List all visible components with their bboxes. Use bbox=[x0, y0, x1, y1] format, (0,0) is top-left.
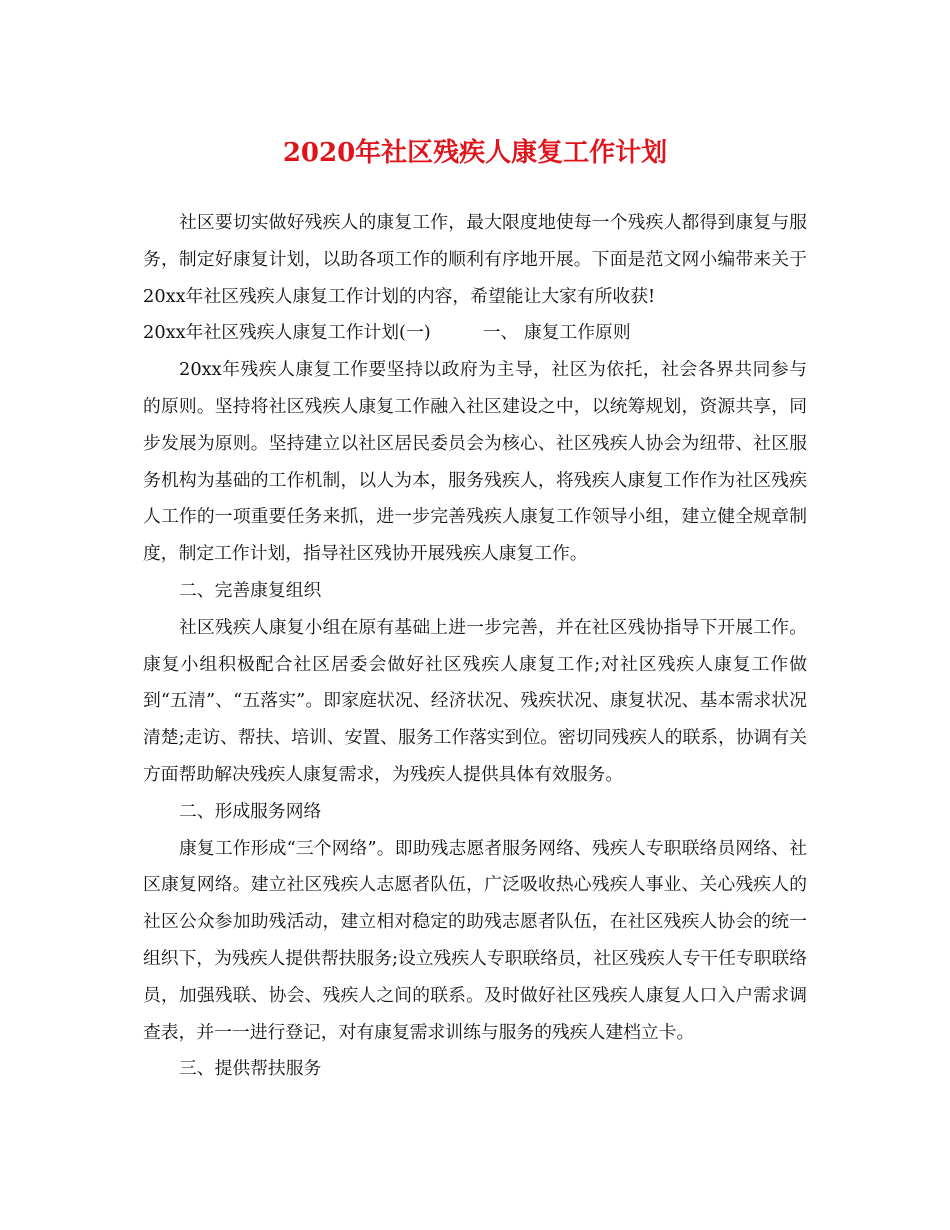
section3-body: 康复工作形成“三个网络”。即助残志愿者服务网络、残疾人专职联络员网络、社区康复网络。建立社区残疾人志愿者队伍，广泛吸收热心残疾人事业、关心残疾人的社区公众参加助残活动，建立相对稳定的助残志愿者队伍，在社区残疾人协会的统一组织下，为残疾人提供帮扶服务;设立残疾人专职联络员，社区残疾人专干任专职联络员，加强残联、协会、残疾人之间的联系。及时做好社区残疾人康复人口入户需求调查表，并一一进行登记，对有康复需求训练与服务的残疾人建档立卡。 bbox=[143, 837, 807, 1043]
section2-body: 社区残疾人康复小组在原有基础上进一步完善，并在社区残协指导下开展工作。康复小组积极配合社区居委会做好社区残疾人康复工作;对社区残疾人康复工作做到“五清”、“五落实”。即家庭状况、经济状况、残疾状况、康复状况、基本需求状况清楚;走访、帮扶、培训、安置、服务工作落实到位。密切同残疾人的联系，协调有关方面帮助解决残疾人康复需求，为残疾人提供具体有效服务。 bbox=[143, 616, 807, 785]
section1-body: 20xx年残疾人康复工作要坚持以政府为主导，社区为依托，社会各界共同参与的原则。坚持将社区残疾人康复工作融入社区建设之中，以统筹规划，资源共享，同步发展为原则。坚持建立以社区居民委员会为核心、社区残疾人协会为纽带、社区服务机构为基础的工作机制，以人为本，服务残疾人，将残疾人康复工作作为社区残疾人工作的一项重要任务来抓，进一步完善残疾人康复工作领导小组，建立健全规章制度，制定工作计划，指导社区残协开展残疾人康复工作。 bbox=[143, 359, 807, 565]
section1-heading: 一、 康复工作原则 bbox=[482, 322, 631, 344]
section4-heading: 三、提供帮扶服务 bbox=[179, 1058, 322, 1080]
intro-paragraph: 社区要切实做好残疾人的康复工作，最大限度地使每一个残疾人都得到康复与服务，制定好康复计划，以助各项工作的顺利有序地开展。下面是范文网小编带来关于20xx年社区残疾人康复工作计划的内容，希望能让大家有所收获! bbox=[143, 212, 807, 307]
plan-title-line bbox=[143, 315, 807, 352]
section3-heading: 二、形成服务网络 bbox=[179, 800, 322, 822]
document-title: 2020年社区残疾人康复工作计划 bbox=[282, 138, 668, 168]
section2-heading: 二、完善康复组织 bbox=[179, 579, 322, 601]
plan-title: 20xx年社区残疾人康复工作计划(一) bbox=[143, 322, 431, 344]
document-body bbox=[143, 205, 807, 1088]
